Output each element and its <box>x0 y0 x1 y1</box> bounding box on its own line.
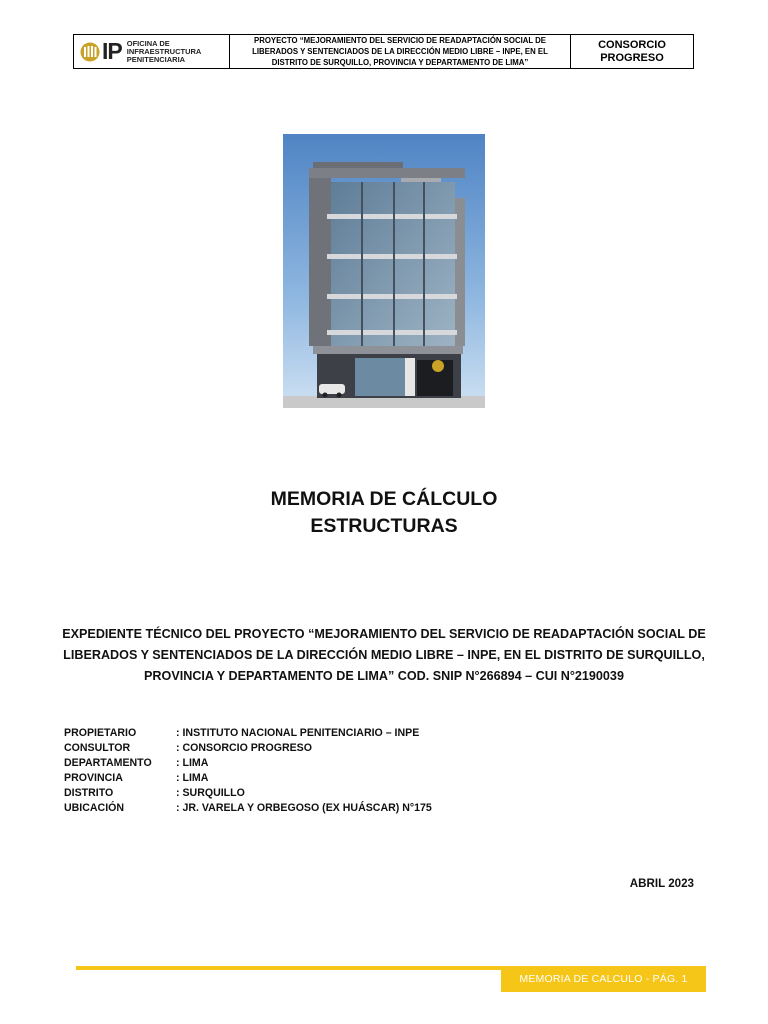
property-key: PROVINCIA <box>64 772 123 784</box>
property-row <box>64 726 432 741</box>
document-header <box>73 34 694 69</box>
property-value: : JR. VARELA Y ORBEGOSO (EX HUÁSCAR) N°175 <box>176 802 432 814</box>
page-footer-label: MEMORIA DE CALCULO - PÁG. 1 <box>501 966 706 992</box>
header-company: CONSORCIO PROGRESO <box>598 38 666 64</box>
property-row <box>64 756 432 771</box>
property-row <box>64 801 432 816</box>
logo-emblem-icon <box>80 41 100 63</box>
document-title <box>0 486 768 540</box>
property-value: : LIMA <box>176 757 209 769</box>
property-value: : LIMA <box>176 772 209 784</box>
org-name: OFICINA DE INFRAESTRUCTURA PENITENCIARIA <box>126 38 202 64</box>
project-properties <box>64 726 432 816</box>
project-description: EXPEDIENTE TÉCNICO DEL PROYECTO “MEJORAMIENTO DEL SERVICIO DE READAPTACIÓN SOCIAL DE LIBERADOS Y SENTENCIADOS DE LA DIRECCIÓN MEDIO LIBRE – INPE, EN EL DISTRITO DE SURQUILLO, PROVINCIA Y DEPARTAMENTO DE LIMA” COD. SNIP N°266894 – CUI N°2190039 <box>62 627 706 683</box>
property-value: : SURQUILLO <box>176 787 245 799</box>
title-line: MEMORIA DE CÁLCULO <box>270 488 498 510</box>
logo-mark: IP <box>102 38 122 64</box>
property-key: PROPIETARIO <box>64 727 137 739</box>
building-rendering-image <box>283 134 485 408</box>
property-key: UBICACIÓN <box>64 802 125 814</box>
property-row <box>64 786 432 801</box>
footer-divider <box>76 966 501 970</box>
title-line: ESTRUCTURAS <box>310 515 458 537</box>
oip-logo <box>74 35 230 68</box>
header-project-title: PROYECTO “MEJORAMIENTO DEL SERVICIO DE READAPTACIÓN SOCIAL DE LIBERADOS Y SENTENCIADOS DE LA DIRECCIÓN MEDIO LIBRE – INPE, EN EL DISTRITO DE SURQUILLO, PROVINCIA Y DEPARTAMENTO DE LIMA” <box>230 35 571 68</box>
property-row <box>64 771 432 786</box>
property-key: CONSULTOR <box>64 742 131 754</box>
property-key: DISTRITO <box>64 787 114 799</box>
document-date: ABRIL 2023 <box>629 877 694 890</box>
property-key: DEPARTAMENTO <box>64 757 152 769</box>
property-row <box>64 741 432 756</box>
property-value: : INSTITUTO NACIONAL PENITENCIARIO – INPE <box>176 727 420 739</box>
property-value: : CONSORCIO PROGRESO <box>176 742 312 754</box>
